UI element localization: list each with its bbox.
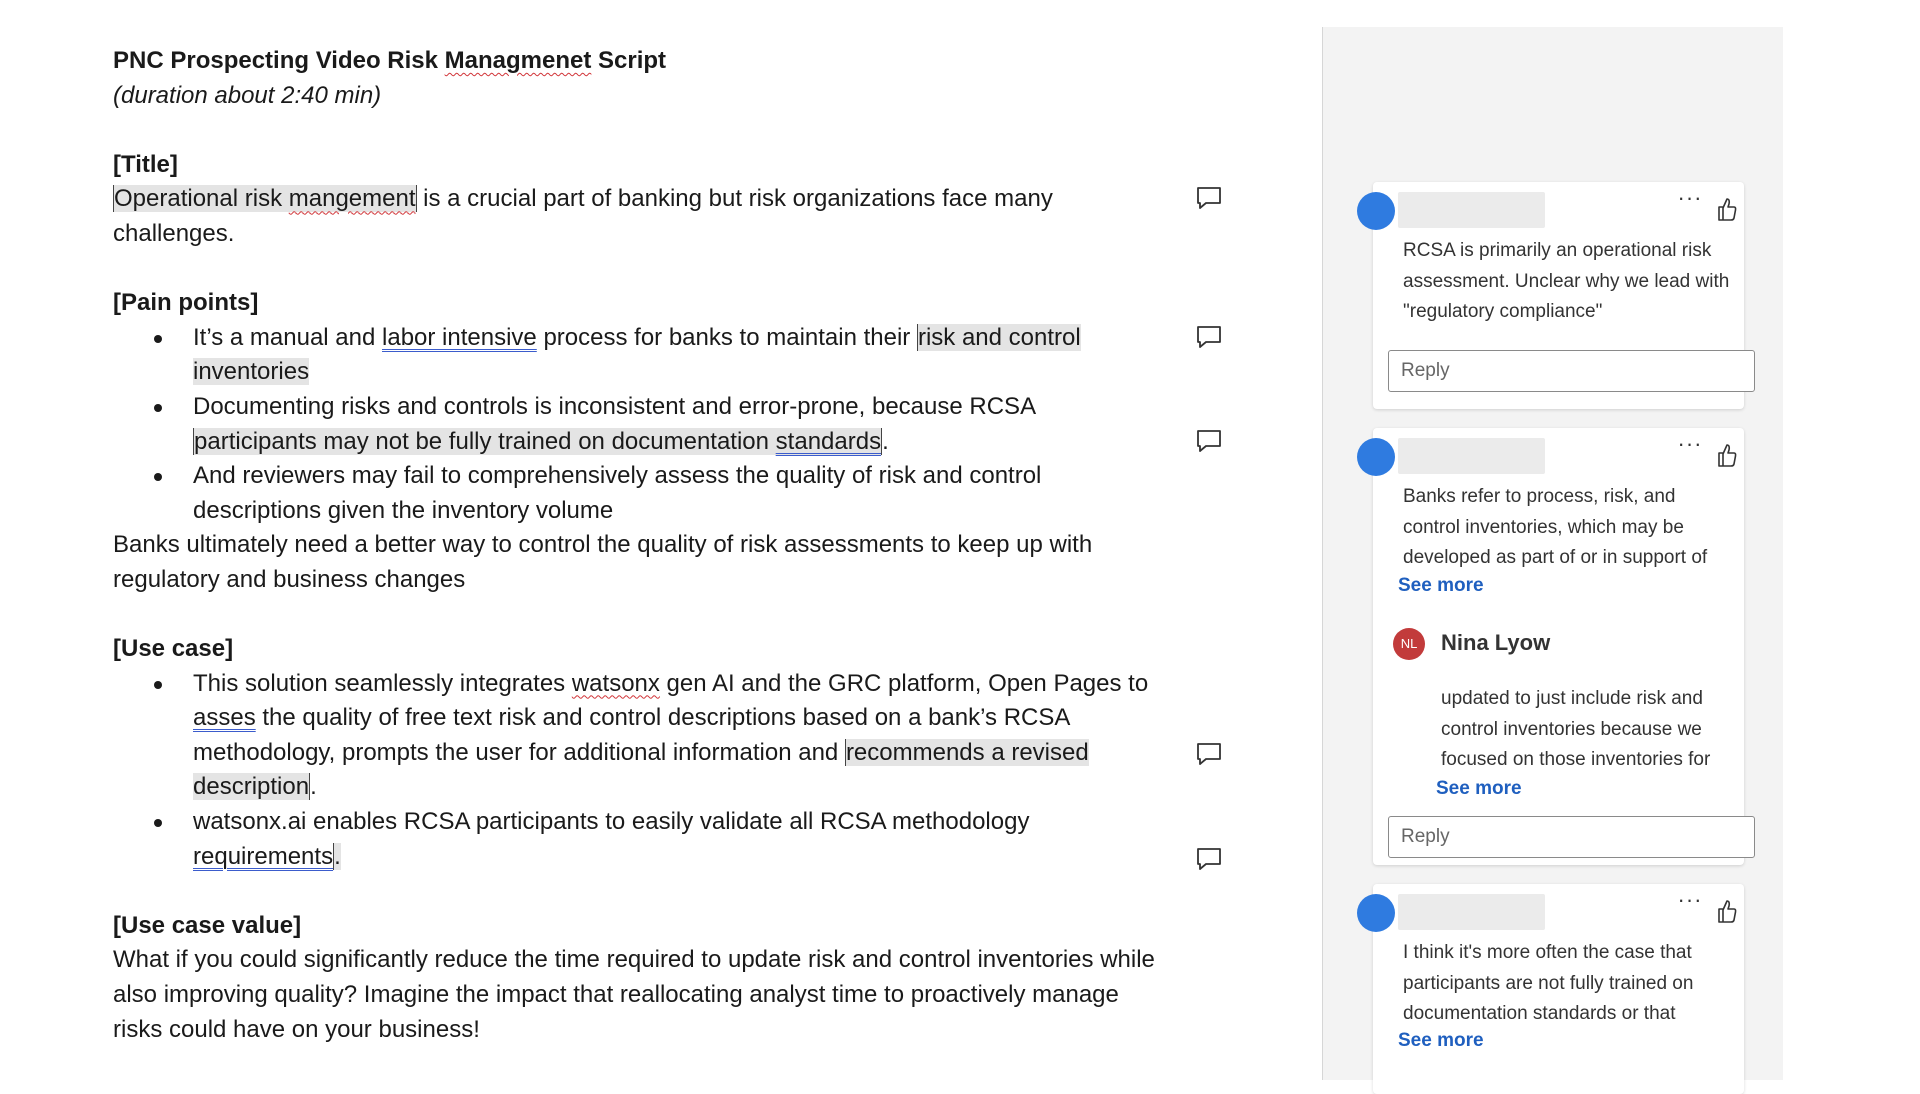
- commented-text[interactable]: recommends a revised description: [193, 738, 1089, 801]
- speech-bubble-icon[interactable]: [1196, 742, 1222, 766]
- thumbs-up-icon[interactable]: [1716, 898, 1738, 924]
- speech-bubble-icon[interactable]: [1196, 186, 1222, 210]
- comment-text: RCSA is primarily an operational risk assessment. Unclear why we lead with "regulatory compliance": [1403, 240, 1730, 322]
- pain-points-list: [113, 321, 1163, 529]
- list-item[interactable]: This solution seamlessly integrates watsonx gen AI and the GRC platform, Open Pages to asses the quality of free text risk and control descriptions based on a bank’s RCSA methodology, prompts the user for additional information and recommends a revised description.: [113, 667, 1163, 805]
- commented-text[interactable]: participants may not be fully trained on documentation standards: [194, 427, 882, 455]
- list-item[interactable]: It’s a manual and labor intensive process for banks to maintain their risk and control inventories: [113, 321, 1163, 390]
- comments-pane[interactable]: [1322, 27, 1783, 1080]
- list-item[interactable]: And reviewers may fail to comprehensively assess the quality of risk and control descriptions given the inventory volume: [113, 459, 1163, 528]
- use-case-value-paragraph[interactable]: What if you could significantly reduce the time required to update risk and control inventories while also improving quality? Imagine the impact that reallocating analyst time to proactively manage risks could have on your business!: [113, 946, 1155, 1043]
- author-name-placeholder: [1398, 438, 1545, 474]
- reply-input[interactable]: [1388, 350, 1755, 392]
- document-duration: (duration about 2:40 min): [113, 81, 382, 109]
- section-heading-pain-points: [Pain points]: [113, 289, 259, 317]
- see-more-link[interactable]: See more: [1398, 1030, 1484, 1051]
- list-item[interactable]: watsonx.ai enables RCSA participants to easily validate all RCSA methodology requirements.: [113, 805, 1163, 874]
- document-title: PNC Prospecting Video Risk Managmenet Script: [113, 47, 667, 74]
- misspelled-word: Managmenet: [444, 47, 592, 74]
- avatar: NL: [1393, 628, 1425, 660]
- more-options-icon[interactable]: ···: [1677, 431, 1703, 456]
- see-more-link[interactable]: See more: [1398, 575, 1484, 596]
- reply-input[interactable]: [1388, 816, 1755, 858]
- title-paragraph[interactable]: Operational risk mangement is a crucial part of banking but risk organizations face many challenges.: [113, 185, 1053, 247]
- commented-text[interactable]: .: [334, 842, 341, 870]
- commented-text[interactable]: Operational risk mangement: [114, 185, 416, 213]
- use-case-list: [113, 667, 1163, 875]
- pain-points-paragraph[interactable]: Banks ultimately need a better way to control the quality of risk assessments to keep up with regulatory and business changes: [113, 531, 1093, 593]
- comment-card[interactable]: [1373, 884, 1744, 1094]
- section-heading-use-case: [Use case]: [113, 635, 234, 663]
- comment-text: I think it's more often the case that participants are not fully trained on documentation standards or that: [1403, 942, 1694, 1024]
- thumbs-up-icon[interactable]: [1716, 196, 1738, 222]
- reply-author-name: Nina Lyow: [1441, 630, 1551, 655]
- more-options-icon[interactable]: ···: [1677, 185, 1703, 210]
- author-name-placeholder: [1398, 894, 1545, 930]
- see-more-link[interactable]: See more: [1436, 778, 1522, 799]
- author-name-placeholder: [1398, 192, 1545, 228]
- section-heading-use-case-value: [Use case value]: [113, 911, 302, 939]
- reply-text: updated to just include risk and control inventories because we focused on those inventories for: [1441, 688, 1711, 770]
- section-heading-title: [Title]: [113, 150, 178, 178]
- speech-bubble-icon[interactable]: [1196, 325, 1222, 349]
- commented-text[interactable]: risk and control inventories: [193, 323, 1081, 386]
- speech-bubble-icon[interactable]: [1196, 429, 1222, 453]
- comment-text: Banks refer to process, risk, and control inventories, which may be developed as part of or in support of: [1403, 486, 1708, 568]
- document-body[interactable]: [113, 44, 1163, 1047]
- comment-card[interactable]: [1373, 428, 1744, 865]
- avatar: [1357, 438, 1395, 476]
- more-options-icon[interactable]: ···: [1677, 887, 1703, 912]
- avatar: [1357, 192, 1395, 230]
- avatar: [1357, 894, 1395, 932]
- thumbs-up-icon[interactable]: [1716, 442, 1738, 468]
- speech-bubble-icon[interactable]: [1196, 847, 1222, 871]
- list-item[interactable]: Documenting risks and controls is inconsistent and error-prone, because RCSA participants may not be fully trained on documentation standards.: [113, 390, 1163, 459]
- comment-card[interactable]: [1373, 182, 1744, 409]
